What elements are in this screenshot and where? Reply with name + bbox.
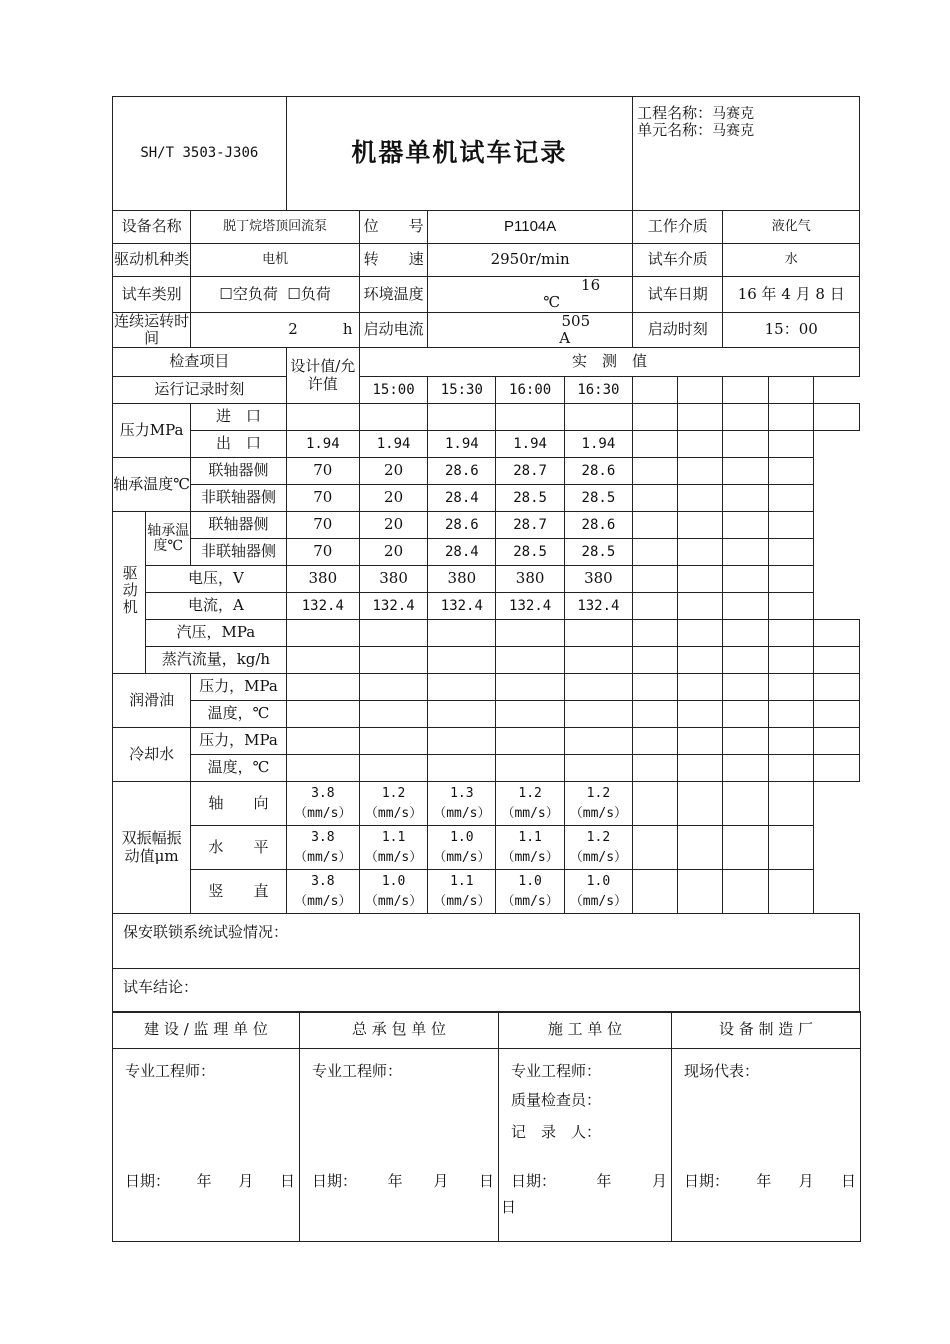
ambient-temp-value: 16 — [581, 276, 601, 294]
manufacturer-label: 设 备 制 造 厂 — [672, 1012, 861, 1049]
run-time-cell — [191, 312, 360, 348]
run-time-label: 连续运转时间 — [114, 312, 190, 347]
ambient-temp-label: 环境温度 — [359, 277, 427, 313]
load-checkbox[interactable]: ☐负荷 — [287, 284, 331, 303]
time-cell: 16:00 — [496, 377, 564, 404]
unit-label: 单元名称： — [637, 121, 713, 140]
owner-signature: 专业工程师： 日期： 年 月 日 — [113, 1049, 300, 1242]
data-cell: 380 — [564, 566, 632, 593]
data-cell: 132.4 — [564, 593, 632, 620]
equipment-name-value: 脱丁烷塔顶回流泵 — [191, 211, 360, 244]
outlet-label: 出 口 — [191, 431, 286, 458]
vib-cell: 3.8 （mm/s） — [286, 782, 359, 826]
data-cell: 1.94 — [359, 431, 427, 458]
measured-value-label: 实 测 值 — [359, 348, 859, 377]
data-cell: 380 — [496, 566, 564, 593]
steam-flow-label: 蒸汽流量，kg/h — [146, 647, 287, 674]
data-cell: 28.5 — [564, 539, 632, 566]
equipment-name-label: 设备名称 — [113, 211, 191, 244]
vibration-group-label: 双振幅振动值μm — [113, 782, 191, 914]
vib-cell: 3.8 （mm/s） — [286, 870, 359, 914]
cool-pressure-label: 压力，MPa — [191, 728, 286, 755]
vib-cell: 1.0 （mm/s） — [428, 826, 496, 870]
data-cell: 70 — [286, 512, 359, 539]
time-cell — [633, 377, 678, 404]
vib-cell: 1.2 （mm/s） — [564, 826, 632, 870]
start-current-label: 启动电流 — [359, 312, 427, 348]
time-cell: 16:30 — [564, 377, 632, 404]
data-cell: 1.94 — [496, 431, 564, 458]
test-conclusion: 试车结论： — [113, 969, 860, 1013]
test-type-label: 试车类别 — [113, 277, 191, 313]
data-cell: 1.94 — [428, 431, 496, 458]
non-coupling-side-label: 非联轴器侧 — [191, 485, 286, 512]
lube-pressure-label: 压力，MPa — [191, 674, 286, 701]
data-cell: 70 — [286, 539, 359, 566]
data-cell: 380 — [428, 566, 496, 593]
inlet-label: 进 口 — [191, 404, 286, 431]
project-info — [633, 97, 860, 211]
data-cell: 28.4 — [428, 539, 496, 566]
data-cell: 132.4 — [286, 593, 359, 620]
start-current-cell — [428, 312, 633, 348]
time-cell — [723, 377, 768, 404]
driver-type-label: 驱动机种类 — [113, 244, 191, 277]
data-cell: 28.4 — [428, 485, 496, 512]
data-cell: 20 — [359, 485, 427, 512]
ambient-temp-cell — [428, 277, 633, 313]
general-contractor-label: 总 承 包 单 位 — [300, 1012, 499, 1049]
non-coupling-side-label: 非联轴器侧 — [191, 539, 286, 566]
vib-cell: 1.0 （mm/s） — [496, 870, 564, 914]
vib-cell: 3.8 （mm/s） — [286, 826, 359, 870]
data-cell: 28.5 — [496, 539, 564, 566]
safety-interlock-test: 保安联锁系统试验情况： — [113, 914, 860, 969]
start-current-value: 505 — [561, 312, 591, 330]
project-label: 工程名称： — [637, 104, 713, 122]
project-value: 马赛克 — [712, 106, 755, 122]
test-record-form — [112, 96, 860, 1013]
test-date-label: 试车日期 — [633, 277, 723, 313]
driver-type-value: 电机 — [191, 244, 360, 277]
data-cell: 132.4 — [496, 593, 564, 620]
data-cell: 132.4 — [359, 593, 427, 620]
horizontal-label: 水 平 — [191, 826, 286, 870]
vib-cell: 1.2 （mm/s） — [564, 782, 632, 826]
owner-unit-label: 建 设 / 监 理 单 位 — [113, 1012, 300, 1049]
run-time-value: 2 — [288, 320, 298, 339]
vib-cell: 1.1 （mm/s） — [496, 826, 564, 870]
construction-unit-label: 施 工 单 位 — [499, 1012, 672, 1049]
no-load-checkbox[interactable]: ☐空负荷 — [219, 284, 278, 303]
outlet-pressure-row — [113, 431, 860, 458]
data-cell: 70 — [286, 458, 359, 485]
position-value: P1104A — [428, 211, 633, 244]
data-cell: 28.5 — [564, 485, 632, 512]
lube-oil-label: 润滑油 — [113, 674, 191, 728]
voltage-label: 电压，V — [146, 566, 287, 593]
unit-value: 马赛克 — [712, 123, 755, 140]
vib-cell: 1.1 （mm/s） — [428, 870, 496, 914]
data-cell: 20 — [359, 539, 427, 566]
vib-cell: 1.2 （mm/s） — [496, 782, 564, 826]
data-cell: 28.6 — [564, 512, 632, 539]
data-cell: 28.7 — [496, 512, 564, 539]
signature-block — [112, 1011, 861, 1242]
pressure-group-label: 压力MPa — [113, 404, 191, 458]
data-cell: 1.94 — [286, 431, 359, 458]
cooling-water-label: 冷却水 — [113, 728, 191, 782]
start-time-value: 15：00 — [723, 312, 860, 348]
check-item-label: 检查项目 — [113, 348, 287, 377]
steam-pressure-label: 汽压，MPa — [146, 620, 287, 647]
time-cell — [768, 377, 813, 404]
test-medium-label: 试车介质 — [633, 244, 723, 277]
position-label: 位 号 — [359, 211, 427, 244]
vib-cell: 1.1 （mm/s） — [359, 826, 427, 870]
data-cell: 20 — [359, 458, 427, 485]
cool-temp-label: 温度，℃ — [191, 755, 286, 782]
data-cell: 28.5 — [496, 485, 564, 512]
speed-label: 转 速 — [359, 244, 427, 277]
work-medium-value: 液化气 — [723, 211, 860, 244]
vib-cell: 1.0 （mm/s） — [564, 870, 632, 914]
time-cell — [678, 377, 723, 404]
run-time-record-label: 运行记录时刻 — [113, 377, 287, 404]
data-cell: 132.4 — [428, 593, 496, 620]
coupling-side-label: 联轴器侧 — [191, 458, 286, 485]
work-medium-label: 工作介质 — [633, 211, 723, 244]
axial-label: 轴 向 — [191, 782, 286, 826]
data-cell: 28.6 — [428, 512, 496, 539]
data-cell: 380 — [286, 566, 359, 593]
speed-value: 2950r/min — [428, 244, 633, 277]
design-value-label: 设计值/允许值 — [286, 348, 359, 404]
data-cell: 20 — [359, 512, 427, 539]
data-cell: 1.94 — [564, 431, 632, 458]
data-cell: 380 — [359, 566, 427, 593]
start-current-unit: A — [559, 328, 571, 347]
bearing-temp-group-label: 轴承温度℃ — [113, 458, 191, 512]
time-cell: 15:00 — [359, 377, 427, 404]
test-type-options — [191, 277, 360, 313]
lube-temp-label: 温度，℃ — [191, 701, 286, 728]
general-signature: 专业工程师： 日期： 年 月 日 — [300, 1049, 499, 1242]
start-time-label: 启动时刻 — [633, 312, 723, 348]
driver-group-label: 驱动机 — [113, 512, 146, 674]
time-cell: 15:30 — [428, 377, 496, 404]
vib-cell: 1.0 （mm/s） — [359, 870, 427, 914]
run-time-unit: h — [342, 320, 353, 339]
test-medium-value: 水 — [723, 244, 860, 277]
ambient-temp-unit: ℃ — [543, 293, 561, 312]
vib-cell: 1.2 （mm/s） — [359, 782, 427, 826]
vertical-label: 竖 直 — [191, 870, 286, 914]
data-cell: 28.6 — [564, 458, 632, 485]
vib-cell: 1.3 （mm/s） — [428, 782, 496, 826]
standard-code: SH/T 3503-J306 — [113, 97, 287, 211]
construction-signature: 专业工程师： 质量检查员： 记 录 人： 日期： 年 月 日 — [499, 1049, 672, 1242]
current-label: 电流，A — [146, 593, 287, 620]
data-cell: 28.6 — [428, 458, 496, 485]
coupling-side-label: 联轴器侧 — [191, 512, 286, 539]
data-cell: 70 — [286, 485, 359, 512]
driver-bearing-label: 轴承温度℃ — [146, 512, 191, 566]
test-date-value: 16 年 4 月 8 日 — [723, 277, 860, 313]
manufacturer-signature: 现场代表： 日期： 年 月 日 — [672, 1049, 861, 1242]
data-cell: 28.7 — [496, 458, 564, 485]
form-title: 机器单机试车记录 — [286, 97, 632, 211]
